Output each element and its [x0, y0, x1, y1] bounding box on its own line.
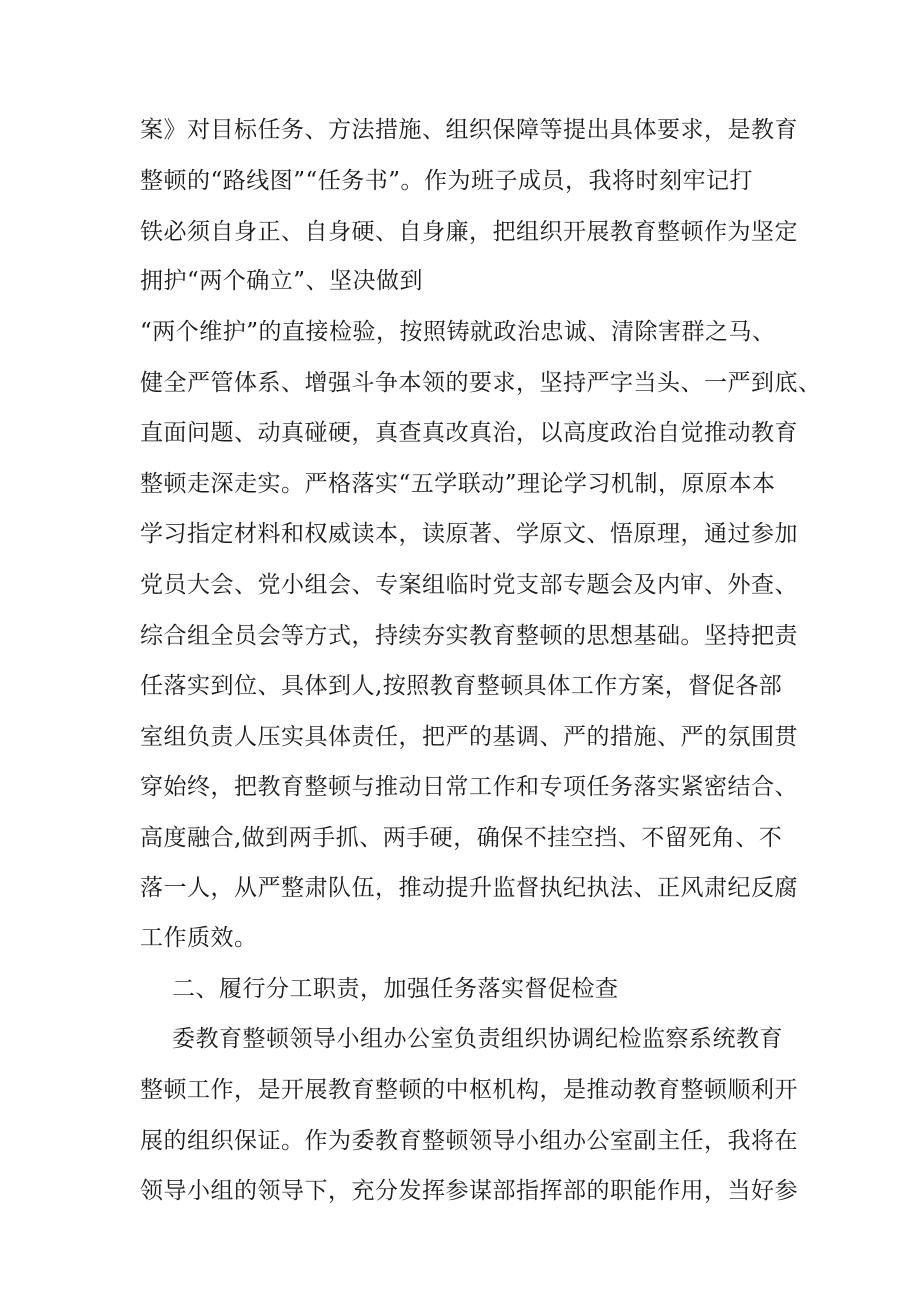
text-line: 领导小组的领导下，充分发挥参谋部指挥部的职能作用，当好参 [140, 1178, 798, 1204]
text-line: 党员大会、党小组会、专案组临时党支部专题会及内审、外查、 [140, 572, 798, 598]
text-line: 铁必须自身正、自身硬、自身廉，把组织开展教育整顿作为坚定 [140, 219, 798, 245]
text-line: 学习指定材料和权威读本，读原著、学原文、悟原理，通过参加 [140, 521, 798, 547]
text-line: 健全严管体系、增强斗争本领的要求，坚持严字当头、一严到底、 [140, 370, 822, 396]
text-line: 整顿工作，是开展教育整顿的中枢机构，是推动教育整顿顺利开 [140, 1077, 798, 1103]
text-line: 案》对目标任务、方法措施、组织保障等提出具体要求，是教育 [140, 117, 798, 143]
text-line: 任落实到位、具体到人,按照教育整顿具体工作方案，督促各部 [140, 673, 783, 699]
text-line: 室组负责人压实具体责任，把严的基调、严的措施、严的氛围贯 [140, 724, 798, 750]
text-line: 整顿走深走实。严格落实“五学联动”理论学习机制，原原本本 [140, 471, 776, 497]
text-line: 工作质效。 [140, 925, 258, 951]
text-line: 穿始终，把教育整顿与推动日常工作和专项任务落实紧密结合、 [140, 774, 798, 800]
text-line: 整顿的“路线图”“任务书”。作为班子成员，我将时刻牢记打 [140, 168, 754, 194]
section-heading: 二、履行分工职责，加强任务落实督促检查 [172, 976, 619, 1002]
text-line: 委教育整顿领导小组办公室负责组织协调纪检监察系统教育 [172, 1026, 783, 1052]
text-line: 高度融合,做到两手抓、两手硬，确保不挂空挡、不留死角、不 [140, 825, 783, 851]
text-line: 综合组全员会等方式，持续夯实教育整顿的思想基础。坚持把责 [140, 623, 798, 649]
text-line: 展的组织保证。作为委教育整顿领导小组办公室副主任，我将在 [140, 1128, 798, 1154]
text-line: 落一人，从严整肃队伍，推动提升监督执纪执法、正风肃纪反腐 [140, 875, 798, 901]
text-line: 直面问题、动真碰硬，真查真改真治，以高度政治自觉推动教育 [140, 420, 798, 446]
text-line: “两个维护”的直接检验，按照铸就政治忠诚、清除害群之马、 [140, 319, 776, 345]
text-line: 拥护“两个确立”、坚决做到 [140, 268, 424, 294]
